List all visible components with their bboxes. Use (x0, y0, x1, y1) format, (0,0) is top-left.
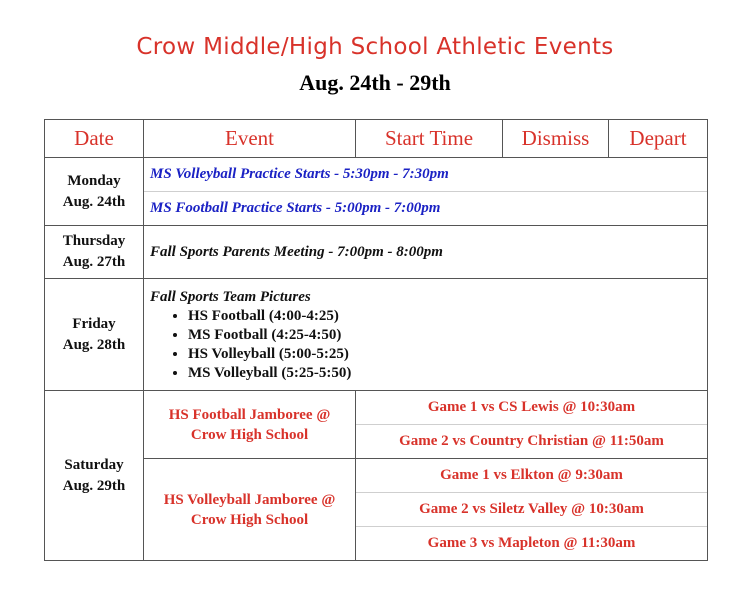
header-row (45, 120, 708, 158)
game-line: Game 2 vs Country Christian @ 11:50am (356, 424, 707, 458)
event-cell-volleyball-jamboree (144, 459, 356, 561)
list-item: • MS Football (4:25-4:50) (188, 326, 707, 345)
day-label: Thursday (62, 233, 126, 249)
game-line: Game 1 vs CS Lewis @ 10:30am (427, 399, 636, 415)
games-cell-volleyball (356, 459, 708, 561)
table-row-thursday (45, 226, 708, 279)
day-label: Monday (67, 172, 121, 189)
header-dismiss: Dismiss (503, 120, 609, 158)
pictures-list (144, 307, 707, 383)
date-label: Aug. 24th (62, 193, 126, 210)
event-line: Fall Sports Parents Meeting - 7:00pm - 8:00pm (150, 243, 443, 260)
header-start-time: Start Time (356, 120, 503, 158)
event-cell-monday (144, 158, 708, 226)
page-title: Crow Middle/High School Athletic Events (136, 34, 614, 60)
date-label: Aug. 29th (62, 477, 126, 494)
event-cell-football-jamboree (144, 391, 356, 459)
games-cell-football (356, 391, 708, 459)
events-table (44, 119, 708, 561)
table-row-saturday-football (45, 391, 708, 459)
event-line: MS Football Practice Starts - 5:00pm - 7:00pm (144, 191, 707, 225)
table-row-monday (45, 158, 708, 226)
event-line: MS Volleyball Practice Starts - 5:30pm - 7:30pm (150, 166, 449, 182)
date-range-subtitle: Aug. 24th - 29th (299, 70, 451, 95)
day-label: Friday (72, 315, 116, 332)
date-cell-monday (45, 158, 144, 226)
event-cell-thursday (144, 226, 708, 279)
header-date: Date (45, 120, 144, 158)
table-row-saturday-volleyball (45, 459, 708, 561)
date-label: Aug. 28th (62, 336, 126, 353)
event-line: Crow High School (190, 511, 309, 528)
table-row-friday (45, 279, 708, 391)
list-item: • HS Football (4:00-4:25) (188, 307, 707, 326)
game-line: Game 3 vs Mapleton @ 11:30am (356, 526, 707, 560)
event-cell-friday (144, 279, 708, 391)
list-item: • HS Volleyball (5:00-5:25) (188, 345, 707, 364)
event-line: Crow High School (190, 426, 309, 443)
date-label: Aug. 27th (62, 254, 126, 270)
header-depart: Depart (609, 120, 708, 158)
game-line: Game 2 vs Siletz Valley @ 10:30am (356, 492, 707, 526)
day-label: Saturday (64, 456, 124, 473)
header-event: Event (144, 120, 356, 158)
date-cell-thursday (45, 226, 144, 279)
list-item: • MS Volleyball (5:25-5:50) (188, 364, 707, 383)
game-line: Game 1 vs Elkton @ 9:30am (440, 467, 623, 483)
date-cell-saturday (45, 391, 144, 561)
event-line: HS Football Jamboree @ (168, 406, 331, 423)
date-cell-friday (45, 279, 144, 391)
event-line: HS Volleyball Jamboree @ (163, 491, 336, 508)
event-line: Fall Sports Team Pictures (150, 289, 311, 305)
